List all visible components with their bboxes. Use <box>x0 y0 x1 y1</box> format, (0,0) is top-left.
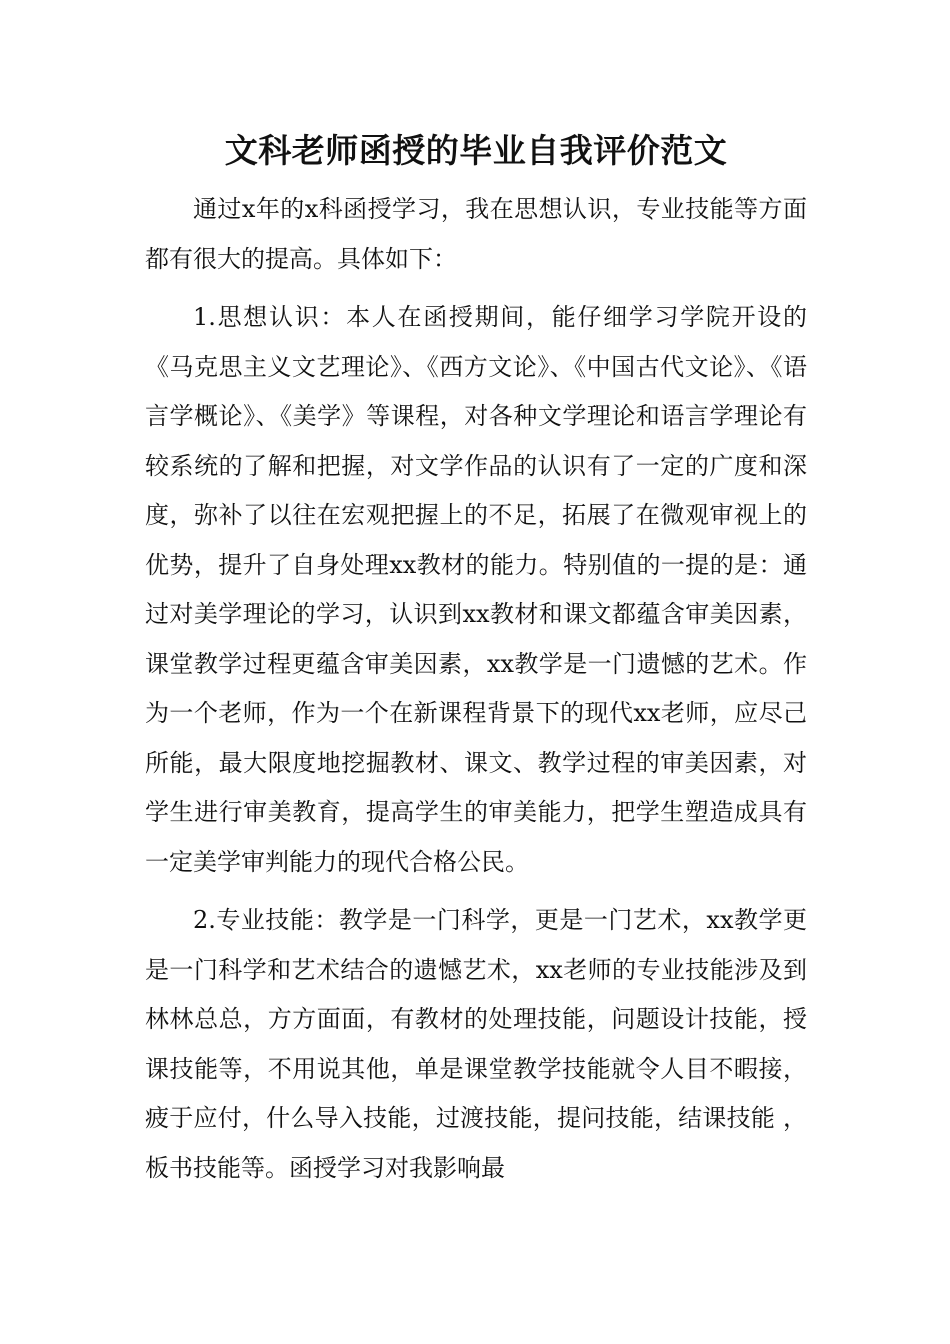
professional-skills-paragraph: 2.专业技能：教学是一门科学，更是一门艺术，xx教学更是一门科学和艺术结合的遗憾艺术，xx老师的专业技能涉及到林林总总，方方面面，有教材的处理技能，问题设计技能，授课技能等，不用说其他，单是课堂教学技能就令人目不暇接，疲于应付，什么导入技能，过渡技能，提问技能，结课技能 ，板书技能等。函授学习对我影响最 <box>145 906 807 1182</box>
ideology-paragraph: 1.思想认识：本人在函授期间，能仔细学习学院开设的《马克思主义文艺理论》、《西方文论》、《中国古代文论》、《语言学概论》、《美学》等课程，对各种文学理论和语言学理论有较系统的了解和把握，对文学作品的认识有了一定的广度和深度，弥补了以往在宏观把握上的不足，拓展了在微观审视上的优势，提升了自身处理xx教材的能力。特别值的一提的是：通过对美学理论的学习，认识到xx教材和课文都蕴含审美因素，课堂教学过程更蕴含审美因素，xx教学是一门遗憾的艺术。作为一个老师，作为一个在新课程背景下的现代xx老师，应尽己所能，最大限度地挖掘教材、课文、教学过程的审美因素，对学生进行审美教育，提高学生的审美能力，把学生塑造成具有一定美学审判能力的现代合格公民。 <box>145 303 807 876</box>
intro-paragraph: 通过x年的x科函授学习，我在思想认识，专业技能等方面都有很大的提高。具体如下： <box>145 195 807 273</box>
document-title: 文科老师函授的毕业自我评价范文 <box>224 131 728 170</box>
document-page <box>145 125 807 1202</box>
